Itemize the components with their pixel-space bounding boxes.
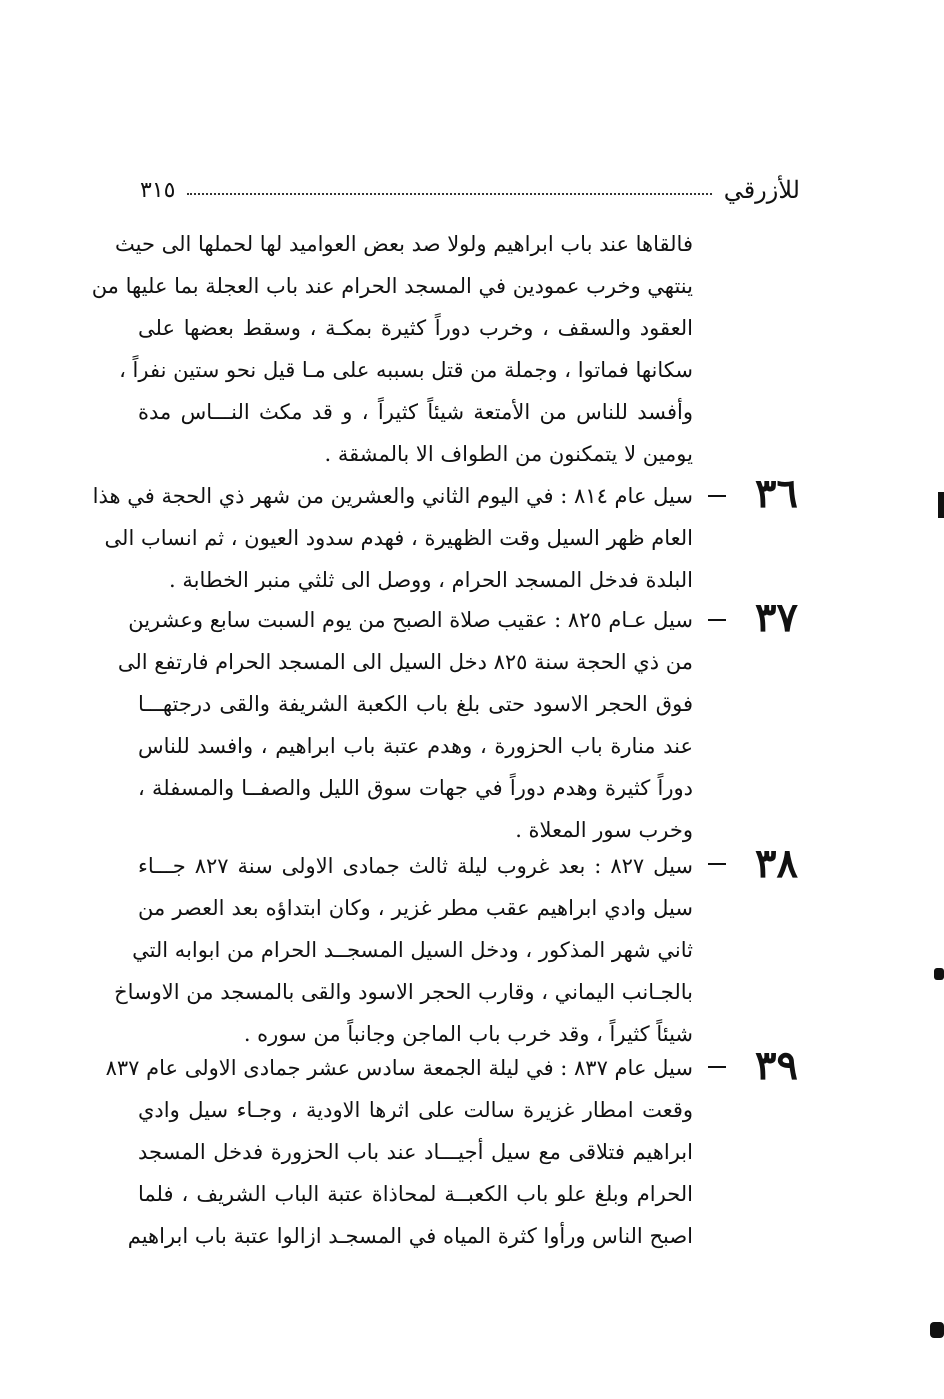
text-line: ابراهيم فتلاقى مع سيل أجيـــاد عند باب الحزورة فدخل المسجد: [138, 1140, 693, 1164]
text-line: الحرام وبلغ علو باب الكعبــة لمحاذاة عتبة الباب الشريف ، فلما: [138, 1182, 693, 1206]
entry-dash: [708, 863, 726, 865]
text-line: العقود والسقف ، وخرب دوراً كثيرة بمكـة ، وسقط بعضها على: [138, 316, 693, 340]
text-line: دوراً كثيرة وهدم دوراً في جهات سوق الليل والصفــا والمسفلة ،: [138, 776, 693, 800]
text-line: فالقاها عند باب ابراهيم ولولا صد بعض العواميد لها لحملها الى حيث: [114, 232, 693, 256]
text-line: بالجـانب اليماني ، وقارب الحجر الاسود والقى بالمسجد من الاوساخ: [114, 980, 693, 1004]
scan-edge-mark: [930, 1322, 944, 1338]
entry-number: ٣٨: [755, 840, 798, 887]
scan-edge-mark: [934, 968, 944, 980]
text-line: عند منارة باب الحزورة ، وهدم عتبة باب ابراهيم ، وافسد للناس: [138, 734, 693, 758]
header-title: للأزرقي: [723, 176, 800, 204]
entry-dash: [708, 619, 726, 621]
header-leader-dots: [187, 193, 711, 195]
text-line: سيل عـام ٨٢٥ : عقيب صلاة الصبح من يوم السبت سابع وعشرين: [128, 608, 693, 632]
page-number: ٣١٥: [140, 177, 176, 203]
text-line: يومين لا يتمكنون من الطواف الا بالمشقة .: [324, 442, 693, 466]
text-line: من ذي الحجة سنة ٨٢٥ دخل السيل الى المسجد الحرام فارتفع الى: [117, 650, 693, 674]
text-line: شيئاً كثيراً ، وقد خرب باب الماجن وجانباً من سوره .: [243, 1022, 693, 1046]
text-line: العام ظهر السيل وقت الظهيرة ، فهدم سدود العيون ، ثم انساب الى: [104, 526, 693, 550]
text-line: البلدة فدخل المسجد الحرام ، ووصل الى ثلثي منبر الخطابة .: [168, 568, 693, 592]
text-line: ينتهي وخرب عمودين في المسجد الحرام عند باب العجلة بما عليها من: [91, 274, 693, 298]
entry-number: ٣٦: [755, 470, 798, 517]
text-line: اصبح الناس ورأوا كثرة المياه في المسجـد ازالوا عتبة باب ابراهيم: [127, 1224, 693, 1248]
entry-dash: [708, 495, 726, 497]
text-line: سيل عام ٨٣٧ : في ليلة الجمعة سادس عشر جمادى الاولى عام ٨٣٧: [105, 1056, 693, 1080]
entry-number: ٣٧: [755, 594, 798, 641]
text-line: سيل وادي ابراهيم عقب مطر غزير ، وكان ابتداؤه بعد العصر من: [138, 896, 693, 920]
text-line: سيل ٨٢٧ : بعد غروب ليلة ثالث جمادى الاولى سنة ٨٢٧ جـــاء: [138, 854, 694, 878]
text-line: وقعت امطار غزيرة سالت على اثرها الاودية ، وجـاء سيل وادي: [138, 1098, 693, 1122]
entry-number: ٣٩: [755, 1042, 798, 1089]
text-line: ثاني شهر المذكور ، ودخل السيل المسجــد الحرام من ابوابه التي: [132, 938, 693, 962]
text-line: سيل عام ٨١٤ : في اليوم الثاني والعشرين من شهر ذي الحجة في هذا: [92, 484, 693, 508]
entry-dash: [708, 1066, 726, 1068]
text-line: سكانها فماتوا ، وجملة من قتل بسببه على مـا قيل نحو ستين نفراً ،: [119, 358, 693, 382]
text-line: وخرب سور المعلاة .: [515, 818, 693, 842]
running-header: [140, 172, 800, 208]
text-line: فوق الحجر الاسود حتى بلغ باب الكعبة الشريفة والقى درجتهـــا: [138, 692, 693, 716]
scan-edge-mark: [938, 492, 944, 518]
text-line: وأفسد للناس من الأمتعة شيئاً كثيراً ، و قد مكث النـــاس مدة: [138, 400, 693, 424]
